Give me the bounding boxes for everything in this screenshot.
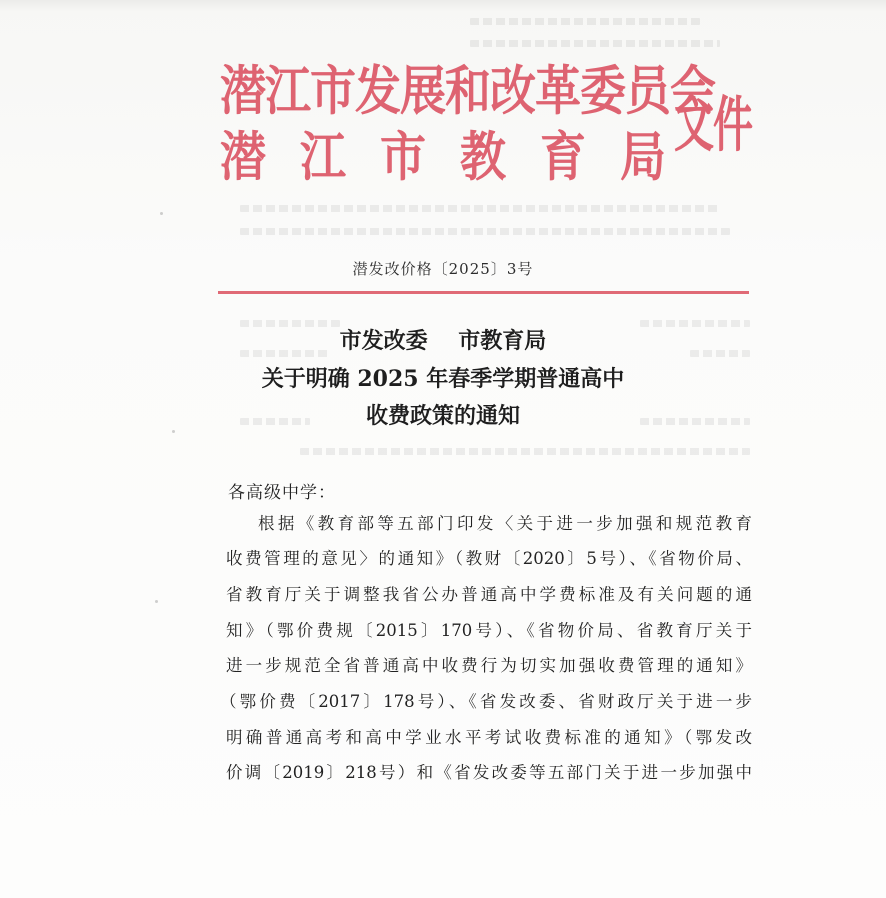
title-line-1: 市发改委 市教育局 (339, 328, 547, 354)
bleed-through-mark (240, 228, 730, 235)
body-line: 进一步规范全省普通高中收费行为切实加强收费管理的通知》 (226, 656, 752, 675)
document-number: 潜发改价格〔2025〕3号 (352, 260, 534, 278)
title-line-2: 关于明确 2025 年春季学期普通高中 (261, 366, 625, 392)
addressee: 各高级中学： (228, 483, 336, 503)
paper-speck (160, 212, 163, 215)
body-line: 收费管理的意见〉的通知》（教财〔2020〕5号）、《省物价局、 (226, 549, 752, 568)
paper-speck (172, 430, 175, 433)
letterhead-char: 江 (300, 125, 346, 188)
letterhead-issuer-drc: 潜江市发展和改革委员会 (220, 59, 715, 122)
letterhead-char: 潜 (220, 125, 266, 188)
body-line: 价调〔2019〕218号）和《省发改委等五部门关于进一步加强中 (226, 763, 752, 782)
letterhead-char: 教 (460, 125, 506, 188)
body-line: 省教育厅关于调整我省公办普通高中学费标准及有关问题的通 (226, 585, 752, 604)
paper-speck (155, 600, 158, 603)
top-edge-shadow (0, 0, 886, 12)
letterhead-issuer-education-bureau (220, 125, 666, 188)
letterhead-char: 育 (540, 125, 586, 188)
letterhead-char: 局 (620, 125, 666, 188)
title-line-3: 收费政策的通知 (365, 403, 520, 429)
body-line: 知》（鄂价费规〔2015〕170号）、《省物价局、省教育厅关于 (226, 621, 752, 640)
bleed-through-mark (470, 40, 720, 47)
bleed-through-mark (470, 18, 700, 25)
body-line: 根据《教育部等五部门印发〈关于进一步加强和规范教育 (258, 514, 752, 533)
body-line: 明确普通高考和高中学业水平考试收费标准的通知》（鄂发改 (226, 728, 752, 747)
letterhead-char: 市 (380, 125, 426, 188)
body-line: （鄂价费〔2017〕178号）、《省发改委、省财政厅关于进一步 (220, 692, 752, 711)
letterhead-doc-type: 文件 (674, 90, 752, 161)
bleed-through-mark (240, 320, 340, 327)
bleed-through-mark (240, 205, 720, 212)
bleed-through-mark (640, 320, 750, 327)
red-separator-line (218, 291, 749, 294)
bleed-through-mark (300, 448, 750, 455)
